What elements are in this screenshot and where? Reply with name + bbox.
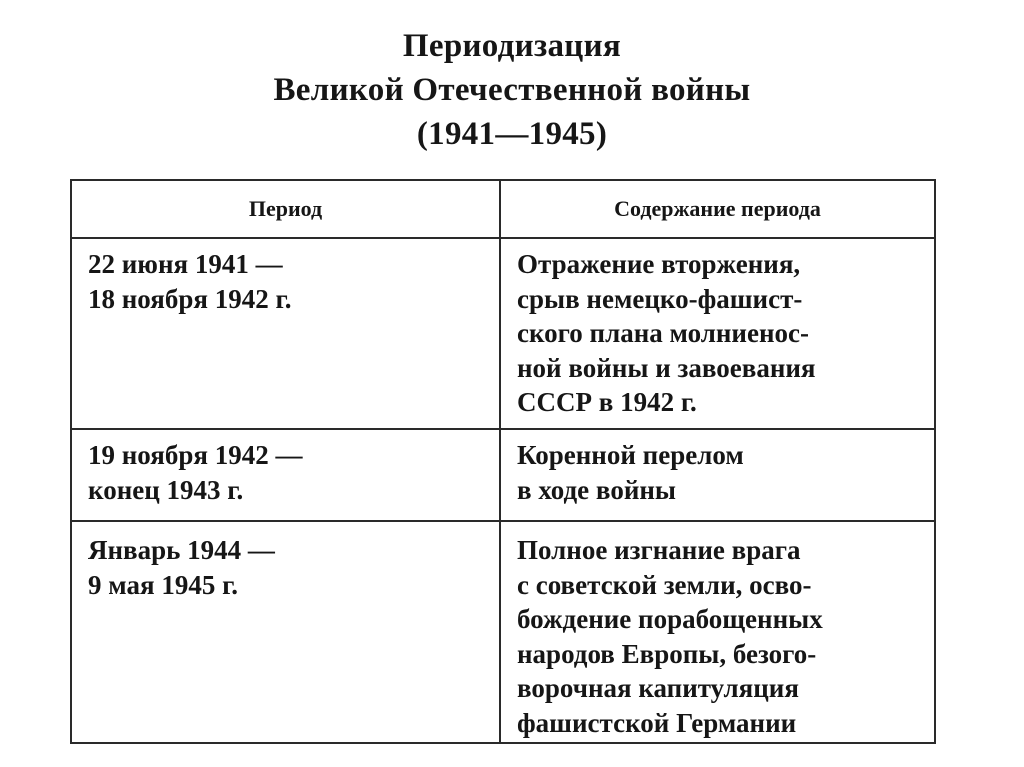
- row-3-period-line-1: Январь 1944 —: [88, 535, 275, 565]
- row-2-period-line-1: 19 ноября 1942 —: [88, 440, 303, 470]
- row-1-content-line-3: ского плана молниенос-: [517, 318, 809, 348]
- title-line-1: Периодизация: [402, 28, 622, 64]
- title-line-3: (1941—1945): [416, 116, 608, 152]
- row-3-content-line-5: ворочная капитуляция: [517, 673, 799, 703]
- row-1-period: [88, 247, 292, 316]
- row-2-content: [517, 438, 744, 507]
- row-2-period: [88, 438, 303, 507]
- column-divider: [499, 181, 501, 742]
- header-content: Содержание периода: [614, 196, 821, 221]
- row-3-content-line-2: с советской земли, осво-: [517, 569, 812, 600]
- row-2-period-line-2: конец 1943 г.: [88, 474, 244, 505]
- row-3-content: [517, 533, 823, 740]
- row-2-content-line-2: в ходе войны: [517, 474, 677, 505]
- row-divider-1: [72, 428, 934, 430]
- page-title: [0, 24, 1024, 156]
- row-3-content-line-3: бождение порабощенных: [517, 604, 823, 634]
- row-1-content-line-1: Отражение вторжения,: [517, 249, 801, 279]
- header-row-divider: [72, 237, 934, 239]
- row-1-content-line-2: срыв немецко-фашист-: [517, 283, 803, 314]
- row-3-period-line-2: 9 мая 1945 г.: [88, 569, 239, 600]
- row-1-content-line-5: СССР в 1942 г.: [517, 387, 697, 417]
- row-1-period-line-1: 22 июня 1941 —: [88, 249, 283, 279]
- row-3-content-line-4: народов Европы, безого-: [517, 638, 817, 669]
- row-2-content-line-1: Коренной перелом: [517, 440, 744, 470]
- row-1-content-line-4: ной войны и завоевания: [517, 352, 816, 383]
- row-3-period: [88, 533, 275, 602]
- periodization-table: [70, 179, 936, 744]
- row-1-period-line-2: 18 ноября 1942 г.: [88, 283, 292, 314]
- row-divider-2: [72, 520, 934, 522]
- header-period: Период: [248, 196, 323, 221]
- title-line-2: Великой Отечественной войны: [273, 72, 751, 108]
- row-3-content-line-6: фашистской Германии: [517, 707, 797, 738]
- row-3-content-line-1: Полное изгнание врага: [517, 535, 801, 565]
- row-1-content: [517, 247, 816, 420]
